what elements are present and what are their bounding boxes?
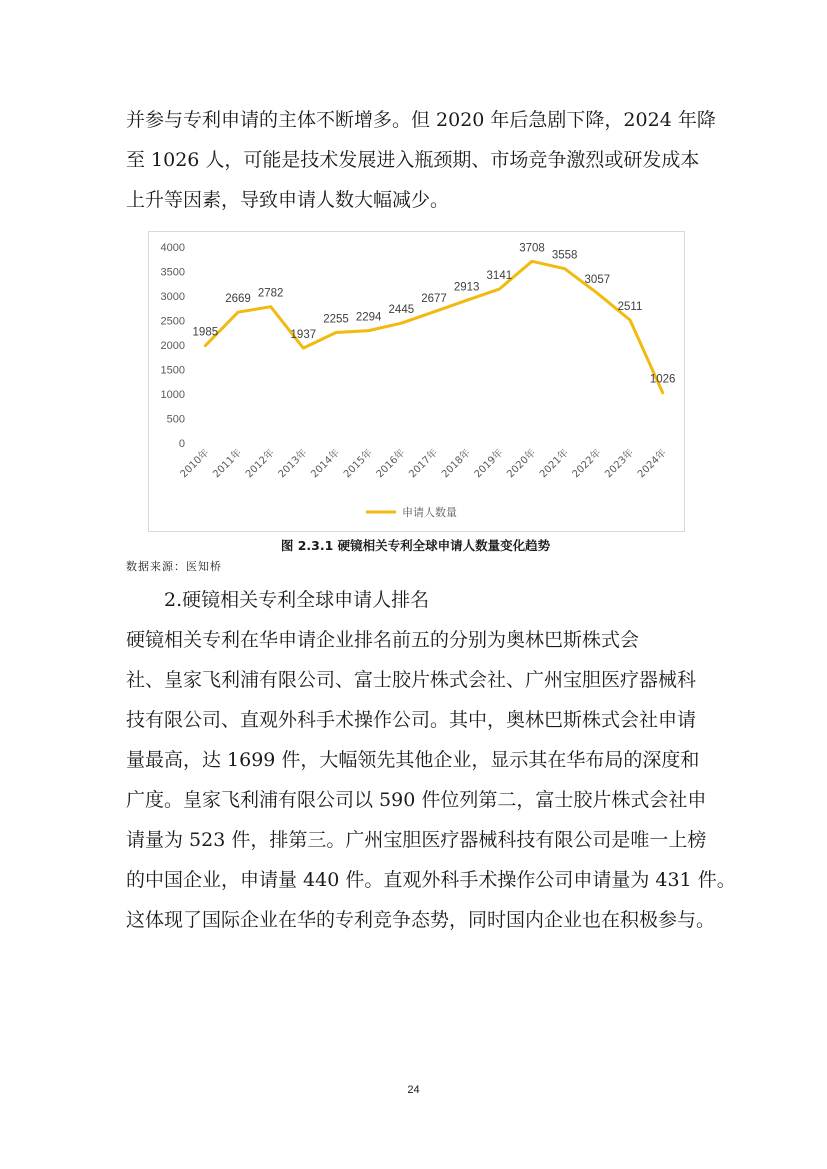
data-label: 2782 xyxy=(257,287,284,300)
x-tick-label: 2021年 xyxy=(537,447,571,481)
x-tick-label: 2019年 xyxy=(472,447,506,481)
y-tick-label: 0 xyxy=(178,438,185,450)
y-tick-label: 3000 xyxy=(160,291,185,303)
text-line: 并参与专利申请的主体不断增多。但 2020 年后急剧下降，2024 年降 xyxy=(126,109,716,131)
text-line: 至 1026 人，可能是技术发展进入瓶颈期、市场竞争激烈或研发成本 xyxy=(126,149,700,171)
text-line: 请量为 523 件，排第三。广州宝胆医疗器械科技有限公司是唯一上榜 xyxy=(126,829,707,851)
y-tick-label: 4000 xyxy=(160,242,185,254)
y-tick-label: 1000 xyxy=(160,389,185,401)
page-number: 24 xyxy=(407,1084,420,1096)
y-tick-label: 2500 xyxy=(160,315,185,328)
x-tick-label: 2022年 xyxy=(570,447,604,481)
section-heading: 2.硬镜相关专利全球申请人排名 xyxy=(164,589,430,611)
data-label: 3558 xyxy=(551,249,578,262)
data-label: 2677 xyxy=(421,292,447,305)
data-label: 3141 xyxy=(486,270,513,283)
x-tick-label: 2015年 xyxy=(341,447,375,481)
text-line: 量最高，达 1699 件，大幅领先其他企业，显示其在华布局的深度和 xyxy=(126,749,700,771)
text-line: 广度。皇家飞利浦有限公司以 590 件位列第二，富士胶片株式会社申 xyxy=(126,789,707,811)
y-tick-label: 2000 xyxy=(160,340,185,352)
y-tick-label: 3500 xyxy=(160,266,185,279)
x-tick-label: 2013年 xyxy=(276,447,310,481)
text-line: 的中国企业，申请量 440 件。直观外科手术操作公司申请量为 431 件。 xyxy=(126,869,736,891)
data-label: 1937 xyxy=(290,329,317,342)
text-line: 硬镜相关专利在华申请企业排名前五的分别为奥林巴斯株式会 xyxy=(126,629,640,651)
x-tick-label: 2017年 xyxy=(407,447,441,481)
data-label: 2913 xyxy=(453,281,480,294)
x-tick-label: 2011年 xyxy=(211,447,245,481)
x-tick-label: 2020年 xyxy=(505,447,539,481)
text-line: 这体现了国际企业在华的专利竞争态势，同时国内企业也在积极参与。 xyxy=(126,909,716,931)
body-paragraph xyxy=(126,620,736,940)
data-label: 2511 xyxy=(617,300,643,313)
figure-caption: 图 2.3.1 硬镜相关专利全球申请人数量变化趋势 xyxy=(280,538,551,553)
text-line: 社、皇家飞利浦有限公司、富士胶片株式会社、广州宝胆医疗器械科 xyxy=(126,669,697,691)
legend-label: 申请人数量 xyxy=(402,506,457,519)
data-label: 2669 xyxy=(225,293,251,306)
data-label: 1985 xyxy=(192,326,219,339)
x-tick-label: 2014年 xyxy=(309,447,343,481)
text-line: 上升等因素，导致申请人数大幅减少。 xyxy=(126,189,450,211)
y-tick-label: 500 xyxy=(166,413,185,426)
x-tick-label: 2016年 xyxy=(374,447,408,481)
x-tick-label: 2018年 xyxy=(439,447,473,481)
data-label: 2294 xyxy=(355,311,382,324)
x-tick-label: 2024年 xyxy=(635,447,669,481)
data-label: 2255 xyxy=(323,313,349,326)
data-label: 3708 xyxy=(519,242,545,255)
data-label: 1026 xyxy=(649,373,676,386)
data-label: 3057 xyxy=(584,274,611,287)
x-tick-label: 2012年 xyxy=(243,447,277,481)
intro-paragraph xyxy=(126,100,716,220)
chart-canvas xyxy=(149,232,684,531)
data-source-note: 数据来源：医知桥 xyxy=(126,560,222,573)
line-chart xyxy=(148,231,685,532)
x-tick-label: 2023年 xyxy=(603,447,637,481)
text-line: 技有限公司、直观外科手术操作公司。其中，奥林巴斯株式会社申请 xyxy=(126,709,697,731)
y-tick-label: 1500 xyxy=(160,364,185,377)
x-tick-label: 2010年 xyxy=(178,447,212,481)
data-label: 2445 xyxy=(388,304,415,317)
